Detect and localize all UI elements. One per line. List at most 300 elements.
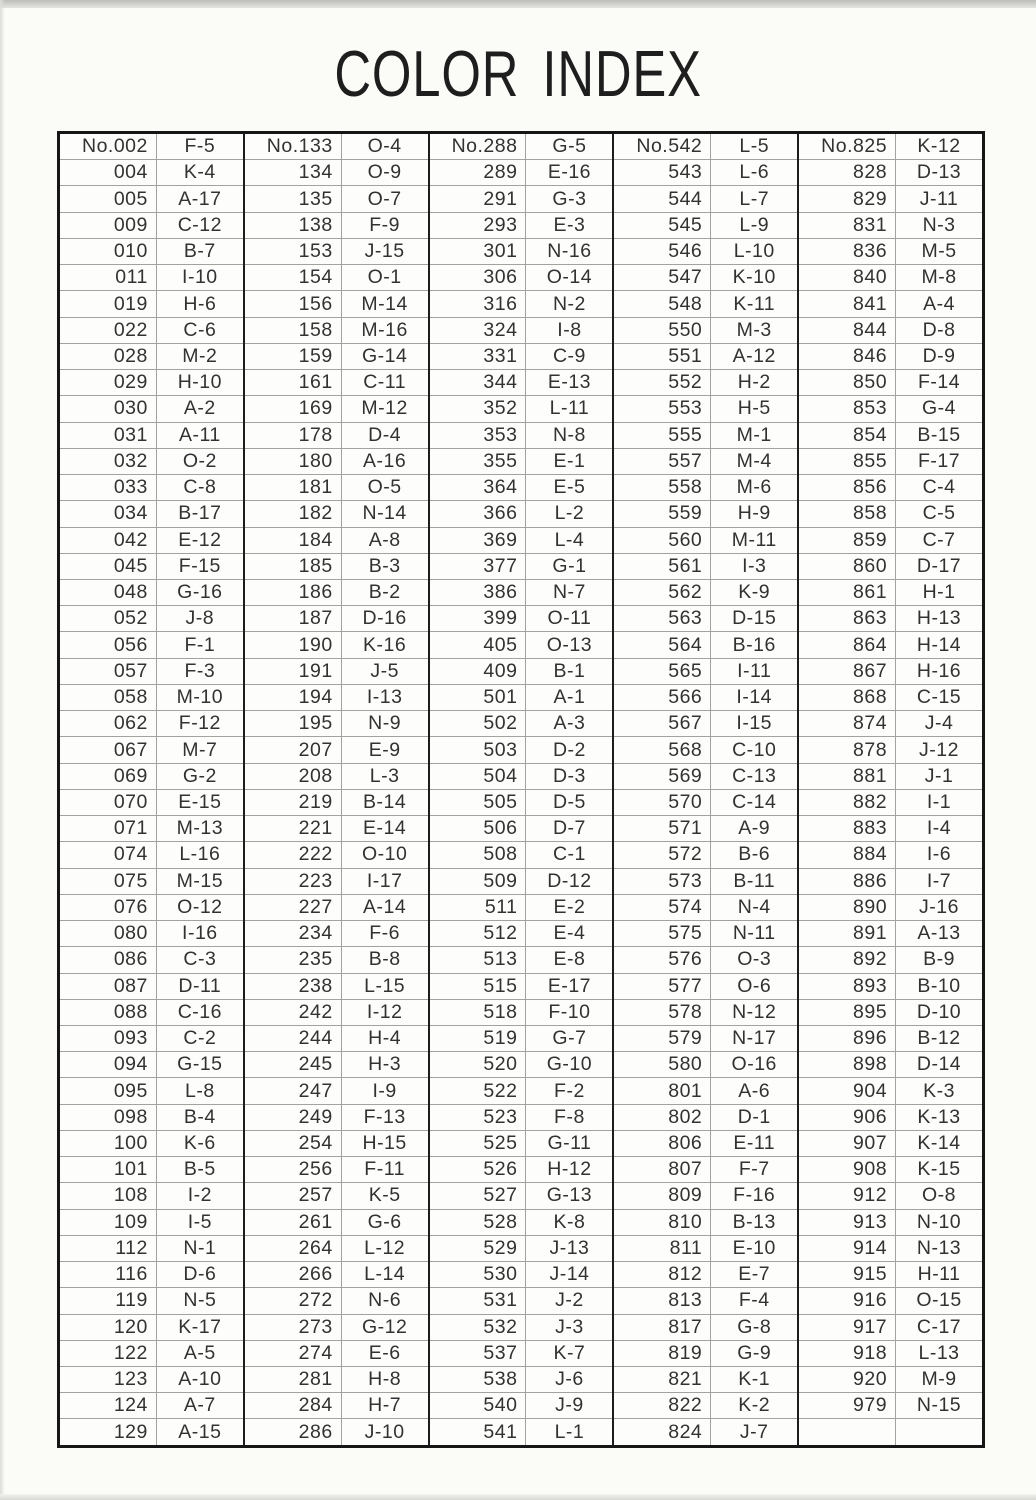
- location-code-cell: H-16: [916, 659, 962, 682]
- table-row: [430, 1261, 613, 1287]
- color-number-cell: 528: [430, 1210, 527, 1235]
- table-row: [430, 474, 613, 500]
- table-row: [60, 710, 243, 736]
- table-row: [614, 343, 797, 369]
- table-row: [245, 973, 428, 999]
- color-number-cell: 861: [799, 580, 896, 605]
- table-row: [799, 369, 982, 395]
- location-code-cell: H-1: [922, 581, 956, 604]
- table-row: [614, 1287, 797, 1313]
- table-row: [60, 789, 243, 815]
- location-code-cell: K-7: [553, 1341, 586, 1364]
- location-code-cell: D-8: [922, 318, 956, 341]
- color-number-cell: 181: [245, 475, 342, 500]
- color-number-cell: 821: [614, 1367, 711, 1392]
- color-number-cell: 029: [60, 370, 157, 395]
- color-number-cell: 153: [245, 239, 342, 264]
- color-number-cell: 123: [60, 1367, 157, 1392]
- color-number-cell: 030: [60, 396, 157, 421]
- color-number-cell: 525: [430, 1131, 527, 1156]
- color-number-cell: 505: [430, 790, 527, 815]
- table-row: [245, 1235, 428, 1261]
- color-number-cell: 344: [430, 370, 527, 395]
- color-number-cell: 207: [245, 737, 342, 762]
- color-number-cell: 409: [430, 659, 527, 684]
- color-number-cell: 562: [614, 580, 711, 605]
- location-code-cell: K-13: [917, 1105, 961, 1128]
- color-number-cell: 884: [799, 842, 896, 867]
- color-number-cell: 819: [614, 1341, 711, 1366]
- location-code-cell: I-16: [182, 922, 218, 945]
- color-number-cell: 546: [614, 239, 711, 264]
- location-code-cell: F-8: [554, 1105, 585, 1128]
- location-code-cell: [896, 1419, 982, 1444]
- location-code-cell: G-12: [361, 1315, 408, 1338]
- location-code-cell: F-12: [178, 712, 221, 735]
- color-number-cell: 161: [245, 370, 342, 395]
- table-row: [245, 1182, 428, 1208]
- location-code-cell: L-11: [549, 397, 590, 420]
- table-row: [799, 1235, 982, 1261]
- table-row: [430, 290, 613, 316]
- table-row: [60, 1130, 243, 1156]
- location-code-cell: J-10: [364, 1420, 405, 1443]
- color-number-cell: 076: [60, 895, 157, 920]
- color-number-cell: 860: [799, 554, 896, 579]
- color-number-cell: 235: [245, 947, 342, 972]
- table-row: [430, 868, 613, 894]
- table-row: [799, 553, 982, 579]
- location-code-cell: C-4: [922, 476, 956, 499]
- table-row: [614, 579, 797, 605]
- table-row: [799, 1051, 982, 1077]
- color-number-cell: 071: [60, 816, 157, 841]
- table-row: [799, 238, 982, 264]
- table-row: [799, 658, 982, 684]
- table-row: [799, 1340, 982, 1366]
- location-code-cell: G-9: [737, 1341, 772, 1364]
- table-row: [60, 185, 243, 211]
- table-row: [614, 631, 797, 657]
- location-code-cell: H-12: [547, 1158, 592, 1181]
- table-row: [245, 527, 428, 553]
- color-number-cell: 289: [430, 160, 527, 185]
- color-number-cell: No.288: [430, 134, 527, 159]
- color-number-cell: 886: [799, 869, 896, 894]
- color-number-cell: 256: [245, 1157, 342, 1182]
- color-number-cell: 042: [60, 528, 157, 553]
- color-number-cell: 186: [245, 580, 342, 605]
- table-row: [245, 605, 428, 631]
- table-row: [614, 1209, 797, 1235]
- location-code-cell: C-12: [177, 213, 222, 236]
- color-number-cell: 184: [245, 528, 342, 553]
- location-code-cell: N-13: [916, 1236, 962, 1259]
- location-code-cell: C-3: [183, 948, 217, 971]
- table-row: [245, 1130, 428, 1156]
- table-row: [60, 395, 243, 421]
- color-number-cell: 569: [614, 764, 711, 789]
- color-number-cell: 893: [799, 974, 896, 999]
- location-code-cell: N-14: [362, 502, 407, 525]
- table-row: [245, 763, 428, 789]
- table-row: [60, 1156, 243, 1182]
- table-row: [799, 973, 982, 999]
- location-code-cell: F-14: [917, 371, 961, 394]
- location-code-cell: I-8: [557, 318, 582, 341]
- color-number-cell: 840: [799, 265, 896, 290]
- location-code-cell: I-1: [926, 790, 952, 813]
- color-number-cell: 399: [430, 606, 527, 631]
- table-row: [430, 238, 613, 264]
- location-code-cell: C-14: [732, 790, 777, 813]
- location-code-cell: A-16: [363, 449, 407, 472]
- location-code-cell: M-6: [736, 476, 772, 499]
- table-row: [60, 159, 243, 185]
- color-number-cell: 858: [799, 501, 896, 526]
- color-number-cell: 846: [799, 344, 896, 369]
- table-row: [799, 736, 982, 762]
- location-code-cell: N-11: [732, 922, 776, 945]
- color-number-cell: 836: [799, 239, 896, 264]
- table-row: [799, 317, 982, 343]
- table-column-group-5: [797, 134, 982, 1445]
- location-code-cell: B-1: [553, 659, 586, 682]
- color-number-cell: 266: [245, 1262, 342, 1287]
- color-number-cell: 560: [614, 528, 711, 553]
- location-code-cell: H-7: [368, 1394, 402, 1417]
- color-number-cell: 274: [245, 1341, 342, 1366]
- location-code-cell: B-14: [363, 790, 407, 813]
- table-row: [799, 631, 982, 657]
- location-code-cell: C-1: [552, 843, 586, 866]
- color-number-cell: 812: [614, 1262, 711, 1287]
- color-number-cell: 577: [614, 974, 711, 999]
- table-row: [430, 1051, 613, 1077]
- color-number-cell: 281: [245, 1367, 342, 1392]
- color-number-cell: 519: [430, 1026, 527, 1051]
- table-row: [60, 1235, 243, 1261]
- color-number-cell: 545: [614, 213, 711, 238]
- color-number-cell: 895: [799, 1000, 896, 1025]
- table-row: [430, 631, 613, 657]
- location-code-cell: I-14: [736, 686, 773, 709]
- table-row: [614, 159, 797, 185]
- location-code-cell: M-16: [361, 318, 408, 341]
- table-row: [799, 579, 982, 605]
- location-code-cell: E-11: [733, 1132, 776, 1155]
- table-row: [430, 1392, 613, 1418]
- table-row: [60, 448, 243, 474]
- color-number-cell: 810: [614, 1210, 711, 1235]
- color-number-cell: 511: [430, 895, 527, 920]
- table-row: [430, 343, 613, 369]
- color-number-cell: 513: [430, 947, 527, 972]
- color-number-cell: 567: [614, 711, 711, 736]
- table-row: [245, 134, 428, 159]
- location-code-cell: F-3: [184, 659, 216, 682]
- table-row: [614, 736, 797, 762]
- location-code-cell: L-4: [554, 528, 585, 551]
- color-number-cell: 813: [614, 1288, 711, 1313]
- table-row: [614, 710, 797, 736]
- color-number-cell: 286: [245, 1419, 342, 1444]
- location-code-cell: E-5: [553, 476, 586, 499]
- location-code-cell: D-1: [737, 1105, 771, 1128]
- table-row: [799, 710, 982, 736]
- color-number-cell: 056: [60, 632, 157, 657]
- location-code-cell: O-4: [367, 135, 402, 158]
- color-number-cell: 124: [60, 1393, 157, 1418]
- page-title: [0, 38, 1036, 109]
- color-number-cell: 563: [614, 606, 711, 631]
- table-row: [245, 1314, 428, 1340]
- location-code-cell: J-14: [549, 1263, 590, 1286]
- location-code-cell: C-2: [183, 1027, 217, 1050]
- table-row: [799, 684, 982, 710]
- table-row: [245, 264, 428, 290]
- color-number-cell: 543: [614, 160, 711, 185]
- location-code-cell: F-16: [733, 1184, 776, 1207]
- color-number-cell: 915: [799, 1262, 896, 1287]
- table-row: [430, 946, 613, 972]
- location-code-cell: L-9: [739, 213, 770, 236]
- color-number-cell: 093: [60, 1026, 157, 1051]
- table-row: [60, 973, 243, 999]
- table-row: [799, 1130, 982, 1156]
- location-code-cell: E-7: [738, 1263, 771, 1286]
- location-code-cell: I-11: [737, 659, 772, 682]
- table-row: [614, 1025, 797, 1051]
- color-number-cell: 552: [614, 370, 711, 395]
- color-number-cell: 187: [245, 606, 342, 631]
- location-code-cell: O-11: [547, 607, 592, 630]
- table-row: [245, 159, 428, 185]
- table-row: [60, 317, 243, 343]
- location-code-cell: B-17: [178, 502, 222, 525]
- location-code-cell: B-8: [368, 948, 401, 971]
- table-row: [430, 212, 613, 238]
- color-number-cell: 544: [614, 186, 711, 211]
- color-number-cell: 086: [60, 947, 157, 972]
- table-row: [60, 815, 243, 841]
- color-number-cell: 182: [245, 501, 342, 526]
- location-code-cell: L-13: [918, 1341, 960, 1364]
- location-code-cell: A-6: [738, 1079, 771, 1102]
- table-row: [245, 500, 428, 526]
- table-row: [614, 1235, 797, 1261]
- location-code-cell: D-4: [368, 423, 402, 446]
- table-row: [614, 815, 797, 841]
- table-row: [245, 1104, 428, 1130]
- table-row: [614, 973, 797, 999]
- table-row: [614, 1261, 797, 1287]
- table-row: [614, 946, 797, 972]
- table-row: [799, 212, 982, 238]
- location-code-cell: K-8: [553, 1210, 586, 1233]
- table-row: [245, 1340, 428, 1366]
- location-code-cell: K-16: [363, 633, 407, 656]
- location-code-cell: A-11: [178, 423, 221, 446]
- table-row: [799, 1418, 982, 1444]
- table-row: [799, 1156, 982, 1182]
- color-number-cell: 537: [430, 1341, 527, 1366]
- location-code-cell: N-10: [916, 1210, 962, 1233]
- location-code-cell: K-12: [917, 135, 961, 158]
- table-row: [799, 920, 982, 946]
- table-row: [245, 343, 428, 369]
- location-code-cell: D-10: [916, 1000, 962, 1023]
- table-row: [60, 1025, 243, 1051]
- table-row: [614, 134, 797, 159]
- color-number-cell: 154: [245, 265, 342, 290]
- table-row: [60, 684, 243, 710]
- table-row: [245, 631, 428, 657]
- color-number-cell: 119: [60, 1288, 157, 1313]
- table-row: [60, 658, 243, 684]
- color-number-cell: 891: [799, 921, 896, 946]
- location-code-cell: D-6: [183, 1263, 217, 1286]
- table-row: [799, 605, 982, 631]
- table-row: [60, 1287, 243, 1313]
- location-code-cell: O-6: [737, 974, 772, 997]
- location-code-cell: C-8: [183, 476, 217, 499]
- color-number-cell: 062: [60, 711, 157, 736]
- table-row: [799, 1392, 982, 1418]
- location-code-cell: K-4: [183, 161, 216, 184]
- table-row: [614, 1392, 797, 1418]
- table-row: [245, 815, 428, 841]
- location-code-cell: O-9: [367, 161, 402, 184]
- location-code-cell: E-6: [368, 1341, 401, 1364]
- color-number-cell: 538: [430, 1367, 527, 1392]
- color-number-cell: 138: [245, 213, 342, 238]
- table-row: [60, 1366, 243, 1392]
- table-row: [60, 264, 243, 290]
- color-number-cell: No.825: [799, 134, 896, 159]
- table-row: [799, 1314, 982, 1340]
- location-code-cell: H-5: [737, 397, 771, 420]
- table-row: [430, 815, 613, 841]
- color-number-cell: 503: [430, 737, 527, 762]
- table-row: [245, 395, 428, 421]
- color-number-cell: 564: [614, 632, 711, 657]
- table-row: [799, 868, 982, 894]
- location-code-cell: N-4: [737, 895, 771, 918]
- table-row: [430, 1366, 613, 1392]
- color-number-cell: 568: [614, 737, 711, 762]
- location-code-cell: K-15: [917, 1158, 961, 1181]
- color-number-cell: 273: [245, 1315, 342, 1340]
- color-number-cell: 807: [614, 1157, 711, 1182]
- color-number-cell: 896: [799, 1026, 896, 1051]
- color-number-cell: 178: [245, 423, 342, 448]
- location-code-cell: A-17: [178, 187, 222, 210]
- table-row: [60, 868, 243, 894]
- location-code-cell: M-3: [736, 318, 772, 341]
- location-code-cell: N-7: [552, 581, 586, 604]
- color-number-cell: 369: [430, 528, 527, 553]
- table-row: [60, 238, 243, 264]
- location-code-cell: G-13: [546, 1184, 593, 1207]
- table-row: [799, 474, 982, 500]
- location-code-cell: L-7: [739, 187, 770, 210]
- table-row: [245, 1287, 428, 1313]
- location-code-cell: H-15: [362, 1132, 407, 1155]
- color-number-cell: 817: [614, 1315, 711, 1340]
- color-number-cell: 067: [60, 737, 157, 762]
- table-row: [60, 290, 243, 316]
- location-code-cell: D-14: [916, 1053, 962, 1076]
- table-row: [799, 946, 982, 972]
- color-number-cell: 529: [430, 1236, 527, 1261]
- table-row: [60, 369, 243, 395]
- scan-edge-bottom: [0, 1494, 1036, 1500]
- location-code-cell: F-10: [548, 1000, 591, 1023]
- color-number-cell: 242: [245, 1000, 342, 1025]
- color-number-cell: 219: [245, 790, 342, 815]
- location-code-cell: M-14: [361, 292, 408, 315]
- color-number-cell: [799, 1419, 896, 1444]
- location-code-cell: C-16: [177, 1000, 222, 1023]
- color-number-cell: 557: [614, 449, 711, 474]
- location-code-cell: H-4: [368, 1027, 402, 1050]
- table-row: [60, 579, 243, 605]
- table-row: [430, 185, 613, 211]
- color-number-cell: 863: [799, 606, 896, 631]
- location-code-cell: C-15: [916, 686, 962, 709]
- location-code-cell: M-12: [361, 397, 408, 420]
- table-row: [245, 185, 428, 211]
- table-row: [245, 1261, 428, 1287]
- location-code-cell: F-15: [178, 554, 221, 577]
- location-code-cell: L-16: [179, 843, 221, 866]
- location-code-cell: E-1: [553, 449, 586, 472]
- location-code-cell: C-7: [922, 528, 956, 551]
- color-number-cell: 916: [799, 1288, 896, 1313]
- color-number-cell: 227: [245, 895, 342, 920]
- table-row: [60, 422, 243, 448]
- table-row: [245, 868, 428, 894]
- location-code-cell: O-12: [177, 895, 223, 918]
- table-row: [614, 1077, 797, 1103]
- color-number-cell: No.542: [614, 134, 711, 159]
- location-code-cell: O-16: [731, 1053, 777, 1076]
- color-number-cell: 112: [60, 1236, 157, 1261]
- location-code-cell: D-7: [552, 817, 586, 840]
- color-number-cell: 190: [245, 632, 342, 657]
- table-row: [60, 763, 243, 789]
- color-number-cell: 245: [245, 1052, 342, 1077]
- color-number-cell: 158: [245, 318, 342, 343]
- table-row: [245, 841, 428, 867]
- color-number-cell: 194: [245, 685, 342, 710]
- table-row: [245, 1418, 428, 1444]
- color-number-cell: 120: [60, 1315, 157, 1340]
- table-row: [614, 422, 797, 448]
- color-number-cell: 386: [430, 580, 527, 605]
- table-row: [430, 1340, 613, 1366]
- color-index-table: [57, 131, 985, 1448]
- location-code-cell: H-2: [737, 371, 771, 394]
- location-code-cell: G-4: [922, 397, 957, 420]
- location-code-cell: J-15: [364, 240, 405, 263]
- color-number-cell: 811: [614, 1236, 711, 1261]
- location-code-cell: E-17: [547, 974, 592, 997]
- color-number-cell: 129: [60, 1419, 157, 1444]
- color-number-cell: 540: [430, 1393, 527, 1418]
- location-code-cell: A-13: [917, 922, 961, 945]
